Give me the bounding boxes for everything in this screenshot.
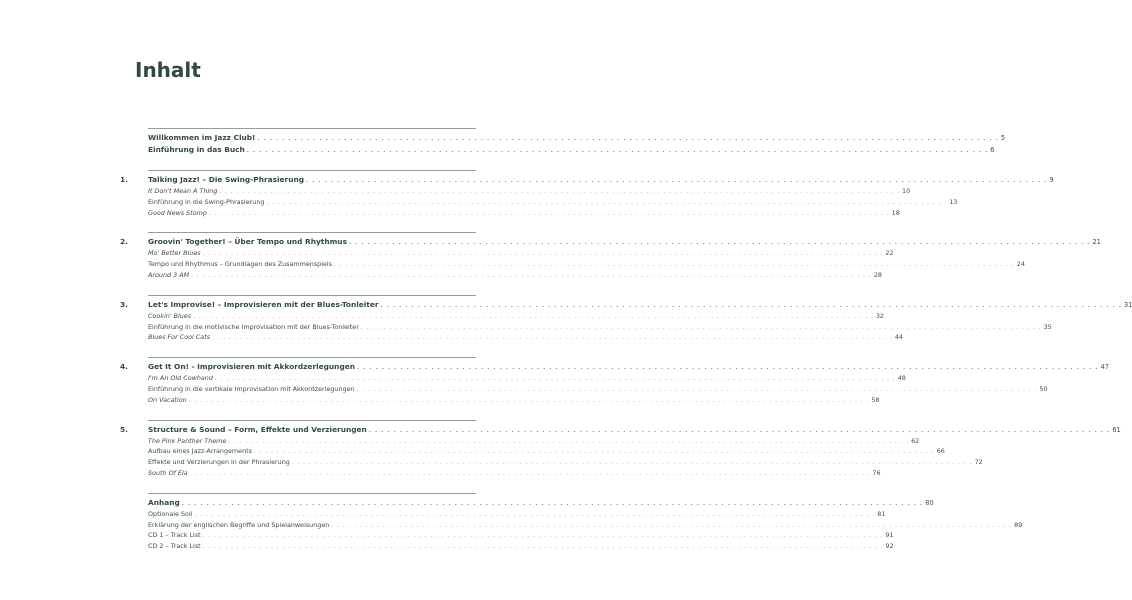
dot-leader: . . . . . . . . . . . . . . . . . . . . . . . . . . . . . . . . . . . . . . . . . . . . . . . . . . . . . . . . . . . . . . . . . . . . . . . . . . . . . . . . . . . . . . . . . . . . . . . . . . . . . . . . . . . . . . . . . . . . . . . . [219,189,901,195]
dot-leader: . . . . . . . . . . . . . . . . . . . . . . . . . . . . . . . . . . . . . . . . . . . . . . . . . . . . . . . . . . . . . . . . . . . . . . . . . . . . . . . . . . . . . . . . . . . . . . . . . . . . . . . . . . . . . . . . . . . . . . . . [208,210,890,217]
entry-title: CD 2 – Track List [148,542,201,551]
dot-leader: . . . . . . . . . . . . . . . . . . . . . . . . . . . . . . . . . . . . . . . . . . . . . . . . . . . . . . . . . . . . . . . . . . . . . . . . . . . . . . . . . . . . . . . . . . . . . . . . . . . . . . . . . . . . . . . . . . . . . . . . [214,376,896,383]
entry-title: Groovin' Together! – Über Tempo und Rhythmus [148,237,347,247]
page-number: 92 [885,542,894,551]
dot-leader: . . . . . . . . . . . . . . . . . . . . . . . . . . . . . . . . . . . . . . . . . . . . . . . . . . . . . . . . . . . . . . . . . . . . . . . . . . . . . . . . . . . . . . . . . . . . . . . . . . . . . . . . . . . . . . . . . . . . . . . . [202,251,884,258]
entry-title: Around 3 AM [148,270,190,279]
entry-title: Optionale Soli [148,509,193,518]
toc-chapter-entry[interactable] [120,497,934,509]
toc-chapter-entry[interactable] [120,361,1109,373]
chapter-number: 4. [120,362,128,372]
page-number: 5 [1000,134,1006,142]
entry-title: Mo' Better Blues [148,249,201,258]
toc-entry[interactable] [120,270,882,281]
dot-leader: . . . . . . . . . . . . . . . . . . . . . . . . . . . . . . . . . . . . . . . . . . . . . . . . . . . . . . . . . . . . . . . . . . . . . . . . . . . . . . . . . . . . . . . . . . . . . . . . . . . . . . . . . . . . . . . . . . . . . . . . [266,199,948,206]
dot-leader: . . . . . . . . . . . . . . . . . . . . . . . . . . . . . . . . . . . . . . . . . . . . . . . . . . . . . . . . . . . . . . . . . . . . . . . . . . . . . . . . . . . . . . . . . . . . . . . . . . . . . . . . . . . . . . . . . . . . . . . . [193,313,874,320]
entry-title: Anhang [148,497,180,507]
table-of-contents [120,128,1132,552]
toc-chapter-entry[interactable] [120,424,1121,436]
page-number: 48 [897,374,906,383]
entry-title: Blues For Cool Cats [148,333,211,342]
dot-leader: . . . . . . . . . . . . . . . . . . . . . . . . . . . . . . . . . . . . . . . . . . . . . . . . . . . . . . . . . . . . . . . . . . . . . . . . . . . . . . . . . . . . . . . . . . . . . . . . . . . . . . . . . . . . . . . . . . . . . . . . [291,460,973,467]
entry-title: CD 1 – Track List [148,531,201,540]
chapter-number: 1. [120,175,128,184]
dot-leader: . . . . . . . . . . . . . . . . . . . . . . . . . . . . . . . . . . . . . . . . . . . . . . . . . . . . . . . . . . . . . . . . . . . . . . . . . . . . . . . . . . . . . . . . . . . . . . . . . . . . . . . . . . . . . . . . . . . . . . . . [348,240,1091,247]
dot-leader: . . . . . . . . . . . . . . . . . . . . . . . . . . . . . . . . . . . . . . . . . . . . . . . . . . . . . . . . . . . . . . . . . . . . . . . . . . . . . . . . . . . . . . . . . . . . . . . . . . . . . . . . . . . . . . . . . . . . . . . . [356,386,1038,393]
chapter-number: 2. [120,237,128,247]
dot-leader: . . . . . . . . . . . . . . . . . . . . . . . . . . . . . . . . . . . . . . . . . . . . . . . . . . . . . . . . . . . . . . . . . . . . . . . . . . . . . . . . . . . . . . . . . . . . . . . . . . . . . . . . . . . . . . . . . . . . . . . . [357,365,1099,372]
toc-entry[interactable] [120,248,894,259]
page-number: 21 [1092,238,1101,247]
page-number: 72 [974,458,983,467]
dot-leader: . . . . . . . . . . . . . . . . . . . . . . . . . . . . . . . . . . . . . . . . . . . . . . . . . . . . . . . . . . . . . . . . . . . . . . . . . . . . . . . . . . . . . . . . . . . . . . . . . . . . . . . . . . . . . . . . . . . . . . . . [380,302,1123,309]
entry-title: It Don't Mean A Thing [148,187,218,195]
toc-section [120,420,1121,493]
page-number: 81 [877,509,886,518]
dot-leader: . . . . . . . . . . . . . . . . . . . . . . . . . . . . . . . . . . . . . . . . . . . . . . . . . . . . . . . . . . . . . . . . . . . . . . . . . . . . . . . . . . . . . . . . . . . . . . . . . . . . . . . . . . . . . . . . . . . . . . . . [194,511,876,518]
toc-chapter-entry[interactable] [120,299,1132,311]
entry-title: Einführung in die vertikale Improvisation mit Akkordzerlegungen [148,384,355,393]
entry-title: Einführung in die Swing-Phrasierung [148,197,265,206]
page-number: 89 [1014,520,1023,529]
toc-entry[interactable] [120,197,958,208]
dot-leader: . . . . . . . . . . . . . . . . . . . . . . . . . . . . . . . . . . . . . . . . . . . . . . . . . . . . . . . . . . . . . . . . . . . . . . . . . . . . . . . . . . . . . . . . . . . . . . . . . . . . . . . . . . . . . . . . . . . . . . . . [202,533,884,540]
page-number: 22 [885,249,894,258]
page-number: 13 [949,197,958,206]
page-number: 28 [873,270,882,279]
entry-title: Einführung in das Buch [148,145,245,154]
page-number: 58 [871,395,880,404]
toc-entry[interactable] [120,322,1052,333]
page-number: 50 [1039,384,1048,393]
dot-leader: . . . . . . . . . . . . . . . . . . . . . . . . . . . . . . . . . . . . . . . . . . . . . . . . . . . . . . . . . . . . . . . . . . . . . . . . . . . . . . . . . . . . . . . . . . . . . . . . . . . . . . . . . . . . . . . . . . . . . . . . [257,136,999,142]
page-number: 18 [891,208,900,217]
toc-entry[interactable] [120,311,884,322]
entry-title: Erklärung der englischen Begriffe und Spielanweisungen [148,520,330,529]
chapter-number: 5. [120,424,128,434]
toc-section [120,493,1023,552]
toc-entry[interactable] [120,395,880,406]
entry-title: Einführung in die motivische Improvisation mit der Blues-Tonleiter [148,322,359,331]
dot-leader: . . . . . . . . . . . . . . . . . . . . . . . . . . . . . . . . . . . . . . . . . . . . . . . . . . . . . . . . . . . . . . . . . . . . . . . . . . . . . . . . . . . . . . . . . . . . . . . . . . . . . . . . . . . . . . . . . . . . . . . . [228,438,910,445]
entry-title: Let's Improvise! – Improvisieren mit der Blues-Tonleiter [148,299,379,309]
toc-entry[interactable] [120,384,1048,395]
toc-entry[interactable] [120,468,881,479]
page-number: 44 [894,333,903,342]
page-number: 76 [872,468,881,477]
page-number: 91 [885,531,894,540]
page-number: 47 [1100,363,1109,372]
dot-leader: . . . . . . . . . . . . . . . . . . . . . . . . . . . . . . . . . . . . . . . . . . . . . . . . . . . . . . . . . . . . . . . . . . . . . . . . . . . . . . . . . . . . . . . . . . . . . . . . . . . . . . . . . . . . . . . . . . . . . . . . [181,500,924,507]
toc-entry[interactable] [120,208,900,219]
toc-chapter-entry[interactable] [120,144,995,156]
page-number: 9 [1049,176,1054,184]
entry-title: On Vacation [148,395,187,404]
entry-title: Good News Stomp [148,208,207,217]
toc-entry[interactable] [120,186,911,197]
toc-chapter-entry[interactable] [120,174,1054,186]
toc-section [120,295,1132,357]
toc-entry[interactable] [120,332,903,343]
entry-title: Cookin' Blues [148,311,192,320]
dot-leader: . . . . . . . . . . . . . . . . . . . . . . . . . . . . . . . . . . . . . . . . . . . . . . . . . . . . . . . . . . . . . . . . . . . . . . . . . . . . . . . . . . . . . . . . . . . . . . . . . . . . . . . . . . . . . . . . . . . . . . . . [188,397,870,404]
dot-leader: . . . . . . . . . . . . . . . . . . . . . . . . . . . . . . . . . . . . . . . . . . . . . . . . . . . . . . . . . . . . . . . . . . . . . . . . . . . . . . . . . . . . . . . . . . . . . . . . . . . . . . . . . . . . . . . . . . . . . . . . [253,449,935,456]
dot-leader: . . . . . . . . . . . . . . . . . . . . . . . . . . . . . . . . . . . . . . . . . . . . . . . . . . . . . . . . . . . . . . . . . . . . . . . . . . . . . . . . . . . . . . . . . . . . . . . . . . . . . . . . . . . . . . . . . . . . . . . . [334,262,1015,269]
toc-chapter-entry[interactable] [120,236,1101,248]
entry-title: Aufbau eines Jazz-Arrangements [148,447,252,456]
entry-title: Structure & Sound – Form, Effekte und Verzierungen [148,424,367,434]
toc-entry[interactable] [120,259,1025,270]
toc-entry[interactable] [120,541,894,552]
toc-entry[interactable] [120,520,1023,531]
page-number: 62 [911,436,920,445]
page-number: 32 [875,311,884,320]
entry-title: Talking Jazz! – Die Swing-Phrasierung [148,175,305,184]
page-number: 31 [1124,300,1132,309]
entry-title: Willkommen im Jazz Club! [148,133,256,142]
dot-leader: . . . . . . . . . . . . . . . . . . . . . . . . . . . . . . . . . . . . . . . . . . . . . . . . . . . . . . . . . . . . . . . . . . . . . . . . . . . . . . . . . . . . . . . . . . . . . . . . . . . . . . . . . . . . . . . . . . . . . . . . [246,148,989,154]
entry-title: The Pink Panther Theme [148,436,227,445]
toc-entry[interactable] [120,373,906,384]
entry-title: Get It On! - Improvisieren mit Akkordzerlegungen [148,362,356,372]
page-title: Inhalt [135,58,201,82]
entry-title: Effekte und Verzierungen in der Phrasierung [148,458,290,467]
chapter-number: 3. [120,299,128,309]
page-number: 61 [1112,425,1121,434]
toc-section [120,128,1006,170]
dot-leader: . . . . . . . . . . . . . . . . . . . . . . . . . . . . . . . . . . . . . . . . . . . . . . . . . . . . . . . . . . . . . . . . . . . . . . . . . . . . . . . . . . . . . . . . . . . . . . . . . . . . . . . . . . . . . . . . . . . . . . . . [202,544,884,551]
entry-title: Tempo und Rhythmus – Grundlagen des Zusammenspiels [148,260,333,269]
dot-leader: . . . . . . . . . . . . . . . . . . . . . . . . . . . . . . . . . . . . . . . . . . . . . . . . . . . . . . . . . . . . . . . . . . . . . . . . . . . . . . . . . . . . . . . . . . . . . . . . . . . . . . . . . . . . . . . . . . . . . . . . [191,272,872,279]
dot-leader: . . . . . . . . . . . . . . . . . . . . . . . . . . . . . . . . . . . . . . . . . . . . . . . . . . . . . . . . . . . . . . . . . . . . . . . . . . . . . . . . . . . . . . . . . . . . . . . . . . . . . . . . . . . . . . . . . . . . . . . . [306,178,1048,184]
page-number: 80 [925,498,934,507]
page-number: 66 [936,447,945,456]
entry-title: I'm An Old Cowhand [148,374,213,383]
dot-leader: . . . . . . . . . . . . . . . . . . . . . . . . . . . . . . . . . . . . . . . . . . . . . . . . . . . . . . . . . . . . . . . . . . . . . . . . . . . . . . . . . . . . . . . . . . . . . . . . . . . . . . . . . . . . . . . . . . . . . . . . [189,470,871,477]
page-number: 24 [1016,260,1025,269]
page-number: 6 [990,146,995,154]
dot-leader: . . . . . . . . . . . . . . . . . . . . . . . . . . . . . . . . . . . . . . . . . . . . . . . . . . . . . . . . . . . . . . . . . . . . . . . . . . . . . . . . . . . . . . . . . . . . . . . . . . . . . . . . . . . . . . . . . . . . . . . . [368,427,1111,434]
page-number: 35 [1043,322,1052,331]
toc-entry[interactable] [120,509,886,520]
entry-title: South Of Ela [148,468,188,477]
page-number: 10 [902,187,911,195]
toc-section [120,232,1101,294]
toc-entry[interactable] [120,457,983,468]
toc-section [120,170,1054,232]
dot-leader: . . . . . . . . . . . . . . . . . . . . . . . . . . . . . . . . . . . . . . . . . . . . . . . . . . . . . . . . . . . . . . . . . . . . . . . . . . . . . . . . . . . . . . . . . . . . . . . . . . . . . . . . . . . . . . . . . . . . . . . . [360,324,1042,331]
toc-section [120,357,1109,419]
dot-leader: . . . . . . . . . . . . . . . . . . . . . . . . . . . . . . . . . . . . . . . . . . . . . . . . . . . . . . . . . . . . . . . . . . . . . . . . . . . . . . . . . . . . . . . . . . . . . . . . . . . . . . . . . . . . . . . . . . . . . . . . [212,335,893,342]
toc-chapter-entry[interactable] [120,132,1006,144]
dot-leader: . . . . . . . . . . . . . . . . . . . . . . . . . . . . . . . . . . . . . . . . . . . . . . . . . . . . . . . . . . . . . . . . . . . . . . . . . . . . . . . . . . . . . . . . . . . . . . . . . . . . . . . . . . . . . . . . . . . . . . . . [331,522,1013,529]
toc-entry[interactable] [120,446,945,457]
toc-entry[interactable] [120,530,894,541]
toc-entry[interactable] [120,436,920,447]
